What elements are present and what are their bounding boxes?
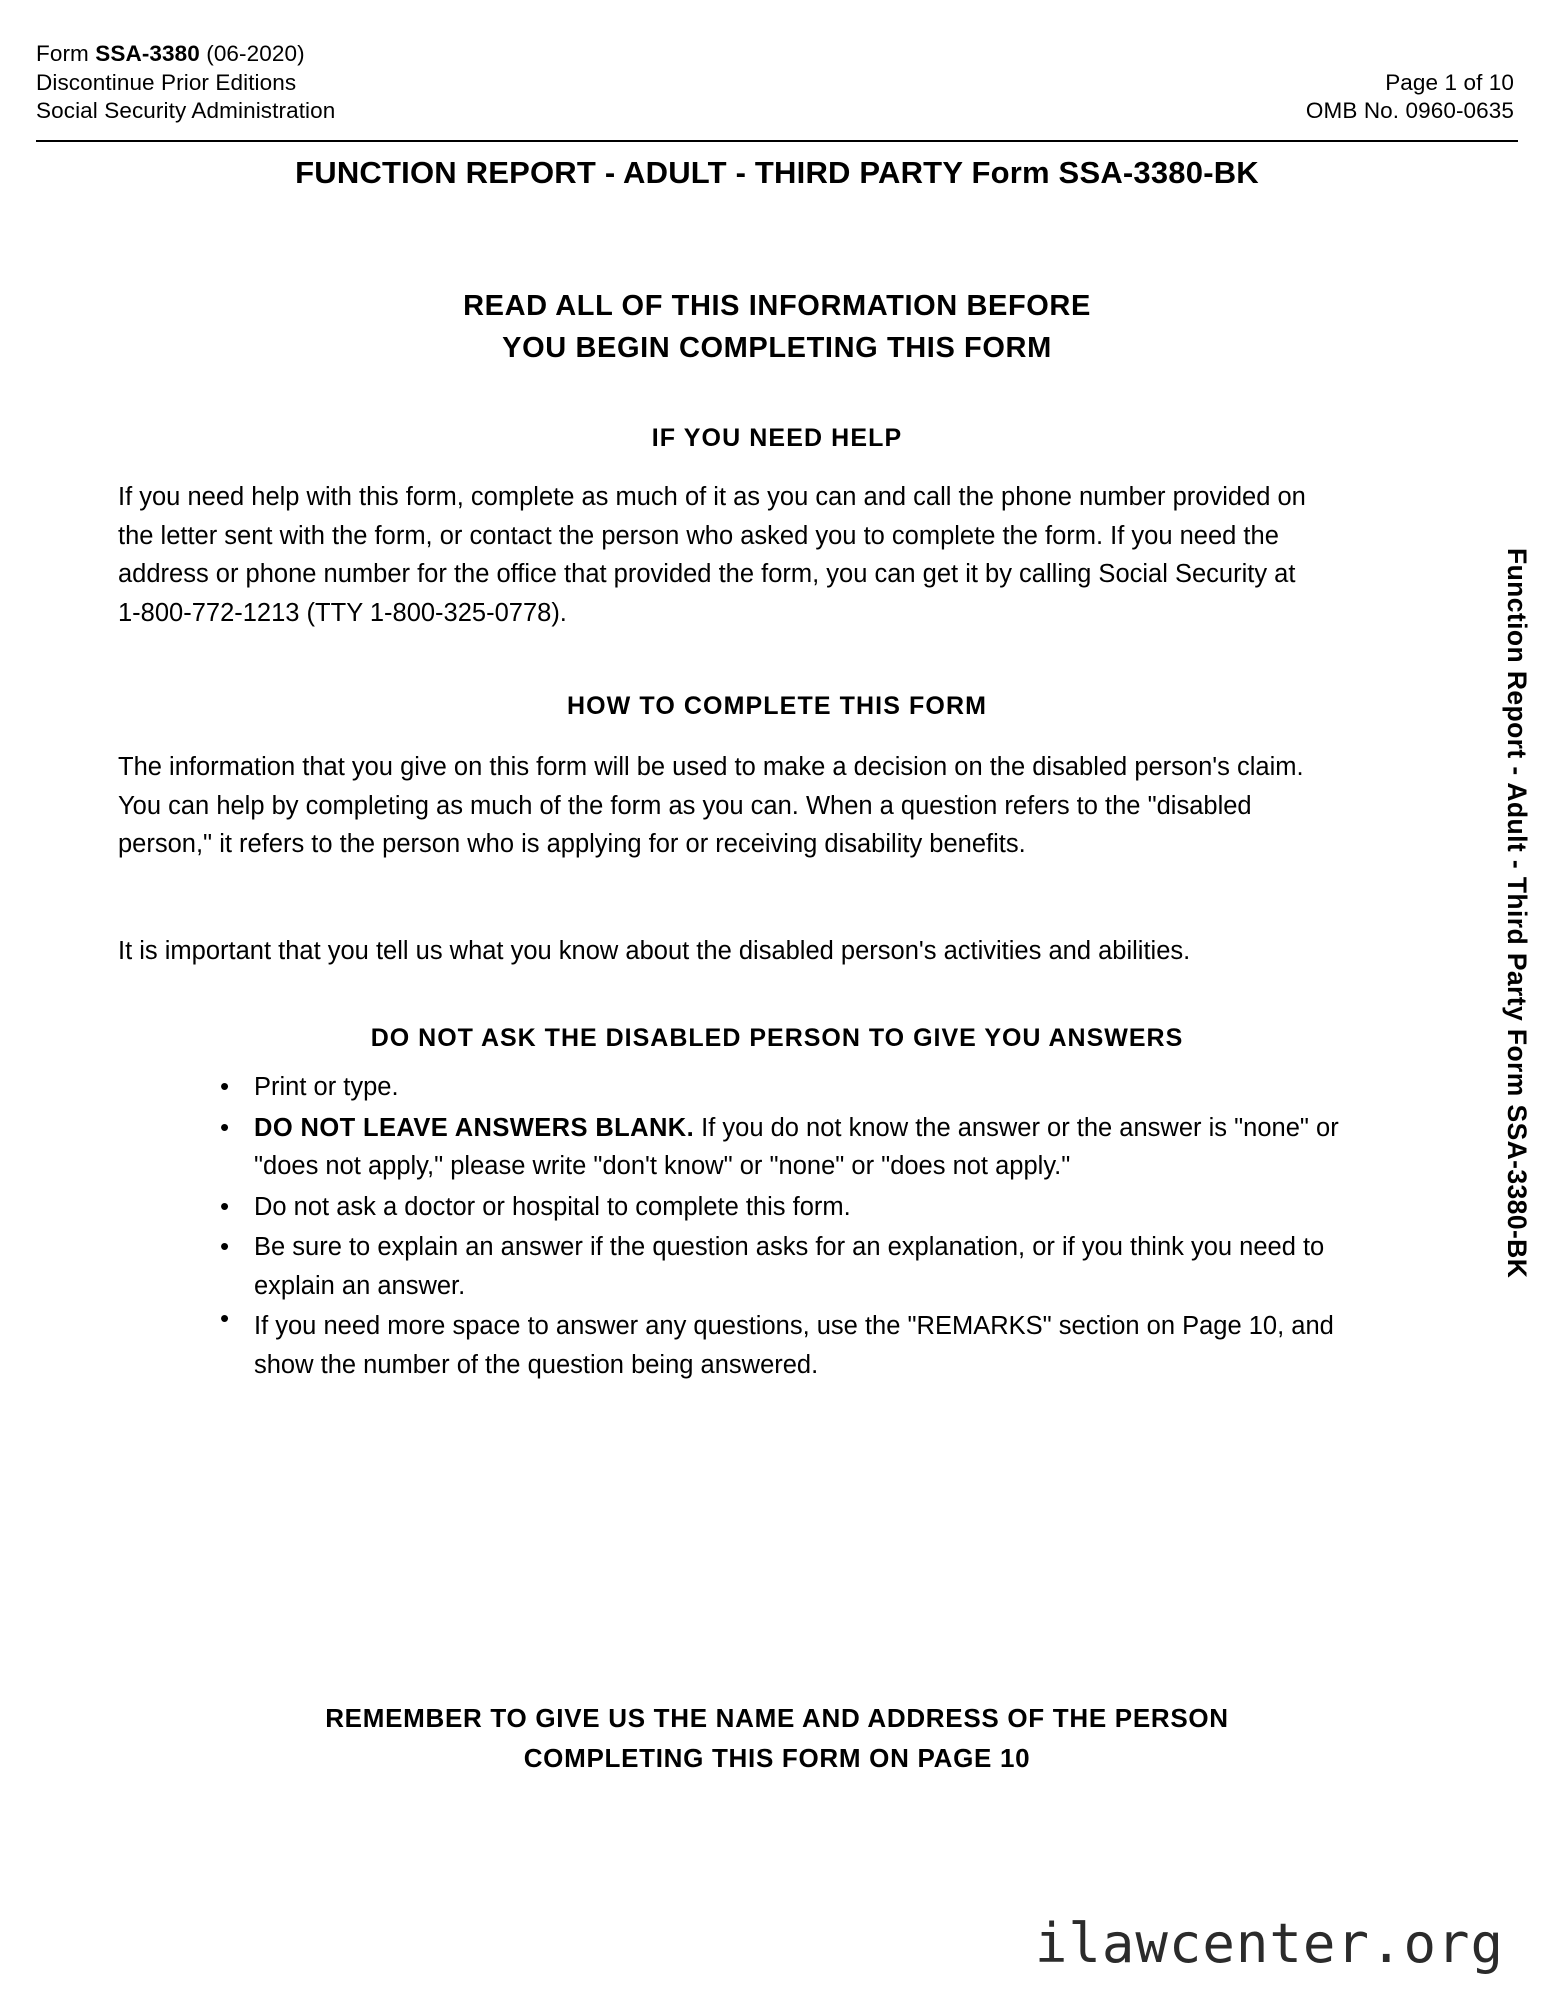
list-item-text: If you need more space to answer any questions, use the "REMARKS" section on Page 10, and show the number of the question being answered. bbox=[254, 1312, 1334, 1379]
read-all-line-1: READ ALL OF THIS INFORMATION BEFORE bbox=[463, 290, 1091, 322]
read-all-banner bbox=[0, 285, 1554, 369]
vertical-form-tab: Function Report - Adult - Third Party Form SSA-3380-BK bbox=[1502, 548, 1532, 1279]
instructions-list bbox=[218, 1068, 1348, 1386]
form-number: SSA-3380 bbox=[95, 41, 200, 66]
list-item-emphasis: DO NOT LEAVE ANSWERS BLANK. bbox=[254, 1113, 695, 1142]
remember-note-line-2: COMPLETING THIS FORM ON PAGE 10 bbox=[523, 1743, 1031, 1773]
form-label: Form bbox=[36, 41, 96, 66]
list-item bbox=[218, 1188, 1348, 1227]
bullet-icon: • bbox=[220, 1111, 230, 1142]
form-edition-date: (06-2020) bbox=[199, 41, 305, 66]
need-help-heading: IF YOU NEED HELP bbox=[651, 424, 903, 452]
list-item-text: Do not ask a doctor or hospital to complete this form. bbox=[254, 1192, 851, 1221]
header-left-block bbox=[36, 40, 335, 126]
list-item bbox=[218, 1303, 1348, 1384]
list-item-text: If you do not know the answer or the answer is "none" or "does not apply," please write "don't know" or "none" or "does not apply." bbox=[254, 1113, 1339, 1180]
list-item-text: Be sure to explain an answer if the question asks for an explanation, or if you think you need to explain an answer. bbox=[254, 1233, 1325, 1300]
list-item-text: Print or type. bbox=[254, 1073, 399, 1101]
how-to-paragraph-2: It is important that you tell us what you know about the disabled person's activities and abilities. bbox=[118, 937, 1191, 965]
header-divider bbox=[36, 140, 1518, 142]
bullet-icon: • bbox=[220, 1190, 230, 1221]
discontinue-prior-editions: Discontinue Prior Editions bbox=[36, 69, 297, 95]
watermark: ilawcenter.org bbox=[1034, 1912, 1504, 1975]
list-item bbox=[218, 1228, 1348, 1305]
how-to-paragraph-1: The information that you give on this form will be used to make a decision on the disabled person's claim. You can help by completing as much of the form as you can. When a question refers to the "disabled person," it refers to the person who is applying for or receiving disability benefits. bbox=[118, 753, 1304, 858]
read-all-line-2: YOU BEGIN COMPLETING THIS FORM bbox=[502, 332, 1052, 364]
header-right-block bbox=[1306, 69, 1514, 126]
page-header bbox=[36, 40, 1518, 130]
list-item bbox=[218, 1068, 1348, 1107]
need-help-paragraph: If you need help with this form, complete as much of it as you can and call the phone number provided on the letter sent with the form, or contact the person who asked you to complete the form. If you need the address or phone number for the office that provided the form, you can get it by calling Social Security at 1-800-772-1213 (TTY 1-800-325-0778). bbox=[118, 483, 1306, 627]
page-title: FUNCTION REPORT - ADULT - THIRD PARTY Form SSA-3380-BK bbox=[295, 155, 1259, 190]
remember-note bbox=[0, 1698, 1554, 1778]
list-item bbox=[218, 1109, 1348, 1186]
page-indicator: Page 1 of 10 bbox=[1385, 69, 1514, 95]
how-to-complete-heading: HOW TO COMPLETE THIS FORM bbox=[566, 692, 988, 720]
bullet-icon: • bbox=[220, 1071, 230, 1101]
do-not-ask-heading: DO NOT ASK THE DISABLED PERSON TO GIVE YOU ANSWERS bbox=[370, 1024, 1184, 1052]
bullet-icon: • bbox=[220, 1303, 230, 1333]
remember-note-line-1: REMEMBER TO GIVE US THE NAME AND ADDRESS OF THE PERSON bbox=[325, 1703, 1229, 1733]
form-number-line bbox=[36, 40, 335, 69]
agency-name: Social Security Administration bbox=[36, 98, 336, 123]
bullet-icon: • bbox=[220, 1231, 230, 1261]
omb-number: OMB No. 0960-0635 bbox=[1305, 98, 1514, 123]
